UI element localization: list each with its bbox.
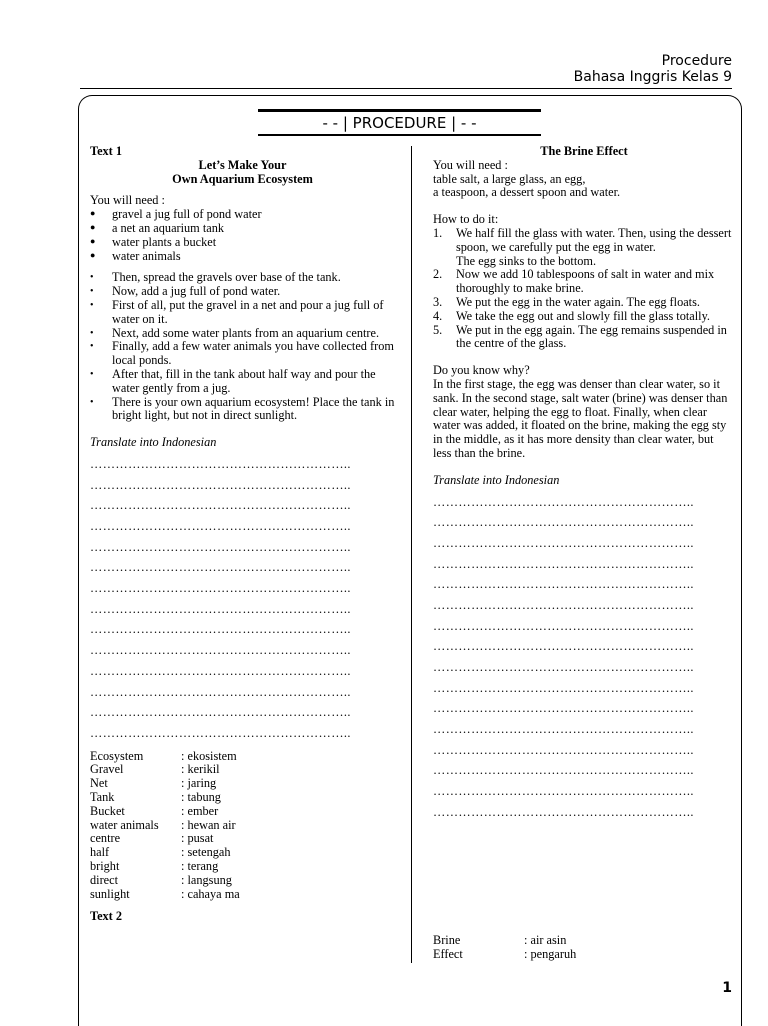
step-text: We half fill the glass with water. Then, using the dessert spoon, we carefully put the egg in water. (456, 225, 732, 254)
answer-line[interactable]: …………………………………………………….. (90, 477, 351, 492)
answer-line[interactable]: …………………………………………………….. (90, 560, 351, 575)
answer-line[interactable]: …………………………………………………….. (90, 684, 351, 699)
text-title-line1: Let’s Make Your (198, 157, 287, 172)
page-number: 1 (722, 980, 732, 996)
vocab-term: water animals (90, 817, 159, 832)
table-row (90, 750, 240, 764)
vocabulary-table (90, 750, 240, 902)
vocab-meaning: : setengah (181, 845, 231, 860)
answer-line[interactable]: …………………………………………………….. (433, 597, 694, 612)
banner-title: - - | PROCEDURE | - - (322, 114, 477, 132)
vocab-meaning: : pengaruh (524, 946, 577, 961)
step-number: 5. (433, 322, 443, 337)
materials-line: a teaspoon, a dessert spoon and water. (433, 185, 621, 200)
vocab-term: centre (90, 831, 121, 846)
right-title: The Brine Effect (540, 144, 628, 158)
left-column (90, 145, 395, 924)
right-vocabulary-table (433, 934, 576, 962)
answer-line[interactable]: …………………………………………………….. (433, 556, 694, 571)
materials-label: You will need : (433, 157, 508, 172)
text-title-line2: Own Aquarium Ecosystem (172, 171, 313, 186)
answer-line[interactable]: …………………………………………………….. (433, 660, 694, 675)
answer-line[interactable]: …………………………………………………….. (90, 705, 351, 720)
vocab-meaning: : cahaya ma (181, 886, 240, 901)
table-row (90, 832, 240, 846)
vocab-meaning: : terang (181, 858, 219, 873)
table-row (90, 846, 240, 860)
answer-line[interactable]: …………………………………………………….. (433, 535, 694, 550)
table-row (90, 777, 240, 791)
next-text-label: Text 2 (90, 909, 122, 924)
answer-line[interactable]: …………………………………………………….. (90, 539, 351, 554)
answer-line[interactable]: …………………………………………………….. (433, 722, 694, 737)
answer-line[interactable]: …………………………………………………….. (433, 618, 694, 633)
vocab-meaning: : ekosistem (181, 748, 237, 763)
table-row (433, 948, 576, 962)
table-row (433, 934, 576, 948)
answer-line[interactable]: …………………………………………………….. (90, 663, 351, 678)
answer-line[interactable]: …………………………………………………….. (433, 742, 694, 757)
why-label: Do you know why? (433, 363, 530, 378)
why-paragraph: In the first stage, the egg was denser than clear water, so it sank. In the second stage, salt water (brine) was denser than clear water, helping the egg to float. Finally, when clear water was added, it floated on the brine, making the egg sty in the middle, as it has more density than clear water, but less than the brine. (433, 376, 728, 460)
vocab-term: Ecosystem (90, 748, 144, 763)
vocab-term: Effect (433, 946, 463, 961)
answer-line[interactable]: …………………………………………………….. (90, 601, 351, 616)
table-row (90, 860, 240, 874)
step-text: We put the egg in the water again. The egg floats. (456, 294, 700, 309)
vocab-term: Net (90, 776, 108, 791)
step-number: 1. (433, 225, 443, 240)
answer-line[interactable]: …………………………………………………….. (433, 639, 694, 654)
vocab-meaning: : hewan air (181, 817, 236, 832)
list-item: ● water animals (90, 250, 395, 264)
vocab-term: sunlight (90, 886, 130, 901)
answer-line[interactable]: …………………………………………………….. (90, 498, 351, 513)
vocab-meaning: : langsung (181, 872, 232, 887)
list-item: ● gravel a jug full of pond water (90, 208, 395, 222)
materials-list (90, 208, 395, 263)
answer-line[interactable]: …………………………………………………….. (433, 515, 694, 530)
list-item: ● water plants a bucket (90, 236, 395, 250)
materials-label: You will need : (90, 193, 165, 208)
vocab-meaning: : ember (181, 803, 219, 818)
vocab-term: bright (90, 858, 120, 873)
list-item: • Finally, add a few water animals you have collected from local ponds. (90, 340, 395, 368)
list-item: • Next, add some water plants from an aquarium centre. (90, 327, 395, 341)
banner-bottom-rule (258, 134, 541, 136)
translate-label: Translate into Indonesian (90, 435, 217, 450)
step-number: 4. (433, 308, 443, 323)
table-row (90, 763, 240, 777)
answer-line[interactable]: …………………………………………………….. (433, 784, 694, 799)
answer-line[interactable]: …………………………………………………….. (433, 680, 694, 695)
answer-line[interactable]: …………………………………………………….. (90, 519, 351, 533)
translate-label: Translate into Indonesian (433, 472, 560, 487)
answer-lines (433, 492, 735, 823)
howto-label: How to do it: (433, 212, 499, 227)
list-item (433, 268, 735, 296)
vocab-meaning: : pusat (181, 831, 214, 846)
vocab-meaning: : tabung (181, 789, 221, 804)
list-item (433, 227, 735, 268)
answer-line[interactable]: …………………………………………………….. (90, 643, 351, 658)
vocab-term: Brine (433, 933, 461, 947)
banner-top-rule (258, 109, 541, 112)
answer-line[interactable]: …………………………………………………….. (433, 494, 694, 509)
vocab-term: Gravel (90, 762, 124, 777)
column-divider (411, 146, 412, 963)
list-item (433, 324, 735, 352)
list-item (433, 296, 735, 310)
step-number: 3. (433, 294, 443, 309)
vocab-term: Tank (90, 789, 115, 804)
answer-line[interactable]: …………………………………………………….. (433, 804, 694, 819)
header-rule (80, 88, 732, 89)
list-item: • Then, spread the gravels over base of the tank. (90, 271, 395, 285)
answer-line[interactable]: …………………………………………………….. (433, 763, 694, 778)
step-number: 2. (433, 267, 443, 282)
list-item: ● a net an aquarium tank (90, 222, 395, 236)
vocab-term: half (90, 845, 110, 860)
table-row (90, 805, 240, 819)
table-row (90, 874, 240, 888)
list-item: • There is your own aquarium ecosystem! Place the tank in bright light, but not in direct sunlight. (90, 396, 395, 424)
answer-line[interactable]: …………………………………………………….. (433, 701, 694, 716)
table-row (90, 819, 240, 833)
vocab-meaning: : air asin (524, 933, 567, 947)
answer-line[interactable]: …………………………………………………….. (90, 456, 351, 471)
header-title: Procedure (661, 53, 732, 69)
text-label: Text 1 (90, 144, 122, 158)
answer-line[interactable]: …………………………………………………….. (90, 581, 351, 596)
right-column (433, 145, 735, 823)
step-text: We put in the egg again. The egg remains suspended in the centre of the glass. (456, 322, 727, 351)
vocab-meaning: : kerikil (181, 762, 220, 777)
vocab-term: direct (90, 872, 118, 887)
numbered-steps (433, 227, 735, 351)
answer-line[interactable]: …………………………………………………….. (90, 725, 351, 740)
vocab-meaning: : jaring (181, 776, 217, 791)
vocab-term: Bucket (90, 803, 125, 818)
list-item: • After that, fill in the tank about half way and pour the water gently from a jug. (90, 368, 395, 396)
table-row (90, 791, 240, 805)
materials-line: table salt, a large glass, an egg, (433, 171, 586, 186)
answer-lines (90, 454, 395, 744)
answer-line[interactable]: …………………………………………………….. (433, 577, 694, 592)
step-text: Now we add 10 tablespoons of salt in water and mix thoroughly to make brine. (456, 267, 715, 296)
steps-list (90, 271, 395, 423)
header-subtitle: Bahasa Inggris Kelas 9 (573, 69, 732, 85)
list-item: • Now, add a jug full of pond water. (90, 285, 395, 299)
step-note: The egg sinks to the bottom. (456, 253, 597, 268)
list-item: • First of all, put the gravel in a net and pour a jug full of water on it. (90, 299, 395, 327)
step-text: We take the egg out and slowly fill the glass totally. (456, 308, 711, 323)
table-row (90, 888, 240, 902)
answer-line[interactable]: …………………………………………………….. (90, 622, 351, 637)
list-item (433, 310, 735, 324)
